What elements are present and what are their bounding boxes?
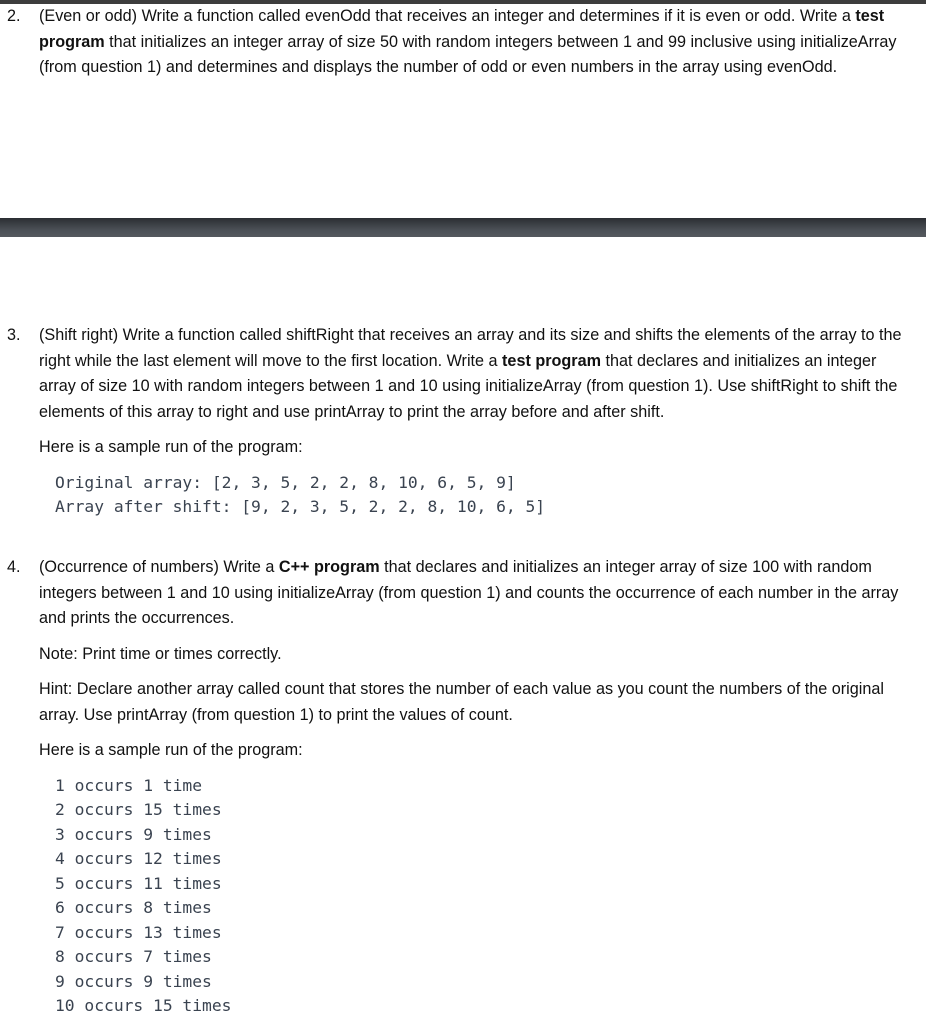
question-2-number: 2. [7, 7, 21, 25]
output-line: 10 occurs 15 times [55, 996, 232, 1015]
question-2-text-part2: that initializes an integer array of size 50 with random integers between 1 and 99 inclusive using initializeArray (from question 1) and determines and displays the number of odd or even numbers in the array using evenOdd. [39, 32, 897, 76]
output-line: 4 occurs 12 times [55, 849, 222, 868]
output-line: 3 occurs 9 times [55, 824, 212, 844]
question-3-number: 3. [7, 326, 21, 344]
question-3-text [39, 323, 907, 425]
output-line: 6 occurs 8 times [55, 898, 212, 917]
output-line: 2 occurs 15 times [55, 800, 222, 819]
question-4-bold-cpp-program: C++ program [278, 558, 380, 576]
question-4-hint: Hint: Declare another array called count that stores the number of each value as you count the numbers of the original array. Use printArray (from question 1) to print the values of count. [39, 680, 884, 724]
output-line: Original array: [2, 3, 5, 2, 2, 8, 10, 6, 5, 9] [55, 472, 516, 492]
question-4-note: Note: Print time or times correctly. [39, 644, 282, 663]
question-4-sample-intro: Here is a sample run of the program: [39, 741, 303, 759]
question-4-number: 4. [7, 558, 21, 576]
question-4-text [39, 555, 907, 632]
question-3-sample-intro: Here is a sample run of the program: [39, 438, 303, 456]
question-2 [7, 4, 907, 81]
question-4-sample-output [55, 774, 907, 1019]
question-4-text-part2: that declares and initializes an integer array of size 100 with random integers between 1 and 10 using initializeArray (from question 1) and counts the occurrence of each number in the array and prints the occurrences. [39, 558, 899, 627]
question-4-text-part1: (Occurrence of numbers) Write a [39, 558, 279, 576]
question-2-bold-test-program: test program [39, 7, 885, 51]
question-3-text-part2: that declares and initializes an integer array of size 10 with random integers between 1 and 10 using initializeArray (from question 1). Use shiftRight to shift the elements of this array to right and use printArray to print the array before and after shift. [39, 351, 898, 421]
question-3-text-part1: (Shift right) Write a function called shiftRight that receives an array and its size and shifts the elements of the array to the right while the last element will move to the first location. Write a [39, 326, 902, 370]
question-2-text-part1: (Even or odd) Write a function called evenOdd that receives an integer and determines if it is even or odd. Write a [39, 7, 856, 25]
section-divider-bar [0, 218, 926, 237]
output-line: Array after shift: [9, 2, 3, 5, 2, 2, 8, 10, 6, 5] [55, 497, 546, 516]
question-3 [7, 323, 907, 520]
output-line: 9 occurs 9 times [55, 971, 212, 991]
question-3-sample-output [55, 471, 907, 520]
output-line: 5 occurs 11 times [55, 873, 222, 893]
question-3-bold-test-program: test program [502, 351, 601, 370]
question-4 [7, 555, 907, 1019]
output-line: 7 occurs 13 times [55, 922, 222, 942]
question-2-text [39, 4, 907, 81]
output-line: 1 occurs 1 time [55, 775, 203, 795]
output-line: 8 occurs 7 times [55, 947, 212, 966]
